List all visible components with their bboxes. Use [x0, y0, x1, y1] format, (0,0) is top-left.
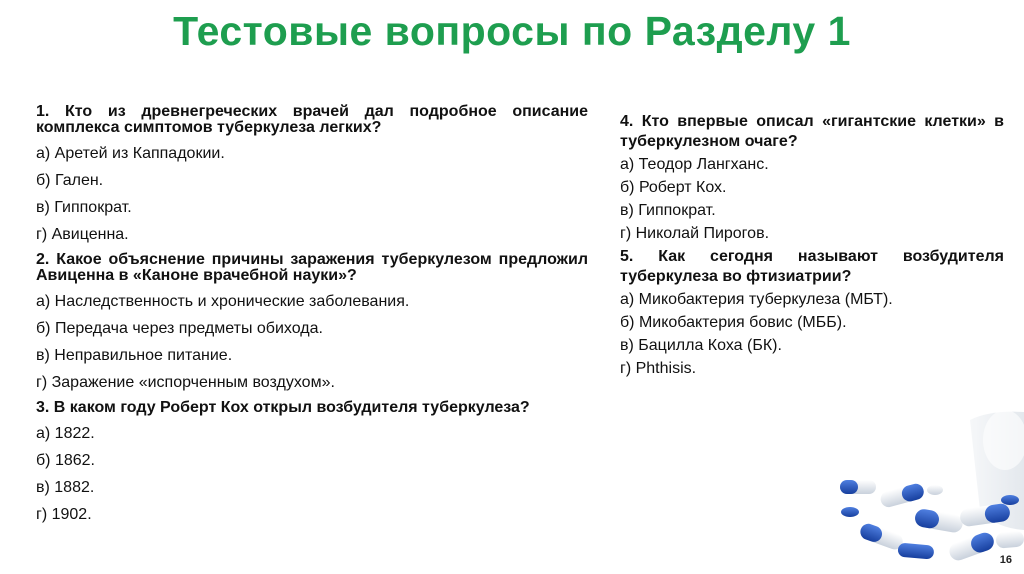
answer-option: г) 1902.	[36, 506, 92, 523]
answer-option: б) Передача через предметы обихода.	[36, 320, 323, 337]
answer-option: б) Гален.	[36, 172, 104, 189]
slide-title: Тестовые вопросы по Разделу 1	[173, 8, 851, 54]
answer-option: б) 1862.	[36, 452, 95, 469]
page-number: 16	[999, 554, 1012, 566]
answer-option: а) 1822.	[36, 425, 95, 442]
answer-option: в) Гиппократ.	[36, 199, 132, 216]
answer-option: б) Роберт Кох.	[620, 179, 727, 196]
question-2: 2. Какое объяснение причины заражения туберкулезом предложил Авиценна в «Каноне врачебной науки»?	[36, 251, 588, 284]
question-1: 1. Кто из древнегреческих врачей дал подробное описание комплекса симптомов туберкулеза легких?	[36, 103, 588, 136]
answer-option: б) Микобактерия бовис (МББ).	[620, 314, 847, 331]
answer-option: г) Заражение «испорченным воздухом».	[36, 374, 335, 391]
answer-option: а) Аретей из Каппадокии.	[36, 145, 225, 162]
pills-illustration	[820, 400, 1024, 574]
answer-option: г) Phthisis.	[620, 360, 697, 377]
answer-option: г) Авиценна.	[36, 226, 129, 243]
answer-option: в) Бацилла Коха (БК).	[620, 337, 782, 354]
question-5: 5. Как сегодня называют возбудителя туберкулеза во фтизиатрии?	[620, 248, 1004, 285]
answer-option: в) Неправильное питание.	[36, 347, 233, 364]
answer-option: в) Гиппократ.	[620, 202, 716, 219]
answer-option: а) Теодор Лангханс.	[620, 156, 769, 173]
answer-option: а) Наследственность и хронические заболевания.	[36, 293, 410, 310]
answer-option: а) Микобактерия туберкулеза (МБТ).	[620, 291, 893, 308]
questions-column-right	[620, 112, 1004, 379]
answer-option: г) Николай Пирогов.	[620, 225, 770, 242]
questions-column-left	[36, 104, 588, 524]
answer-option: в) 1882.	[36, 479, 95, 496]
question-4: 4. Кто впервые описал «гигантские клетки» в туберкулезном очаге?	[620, 113, 1004, 150]
question-3: 3. В каком году Роберт Кох открыл возбудителя туберкулеза?	[36, 399, 530, 416]
